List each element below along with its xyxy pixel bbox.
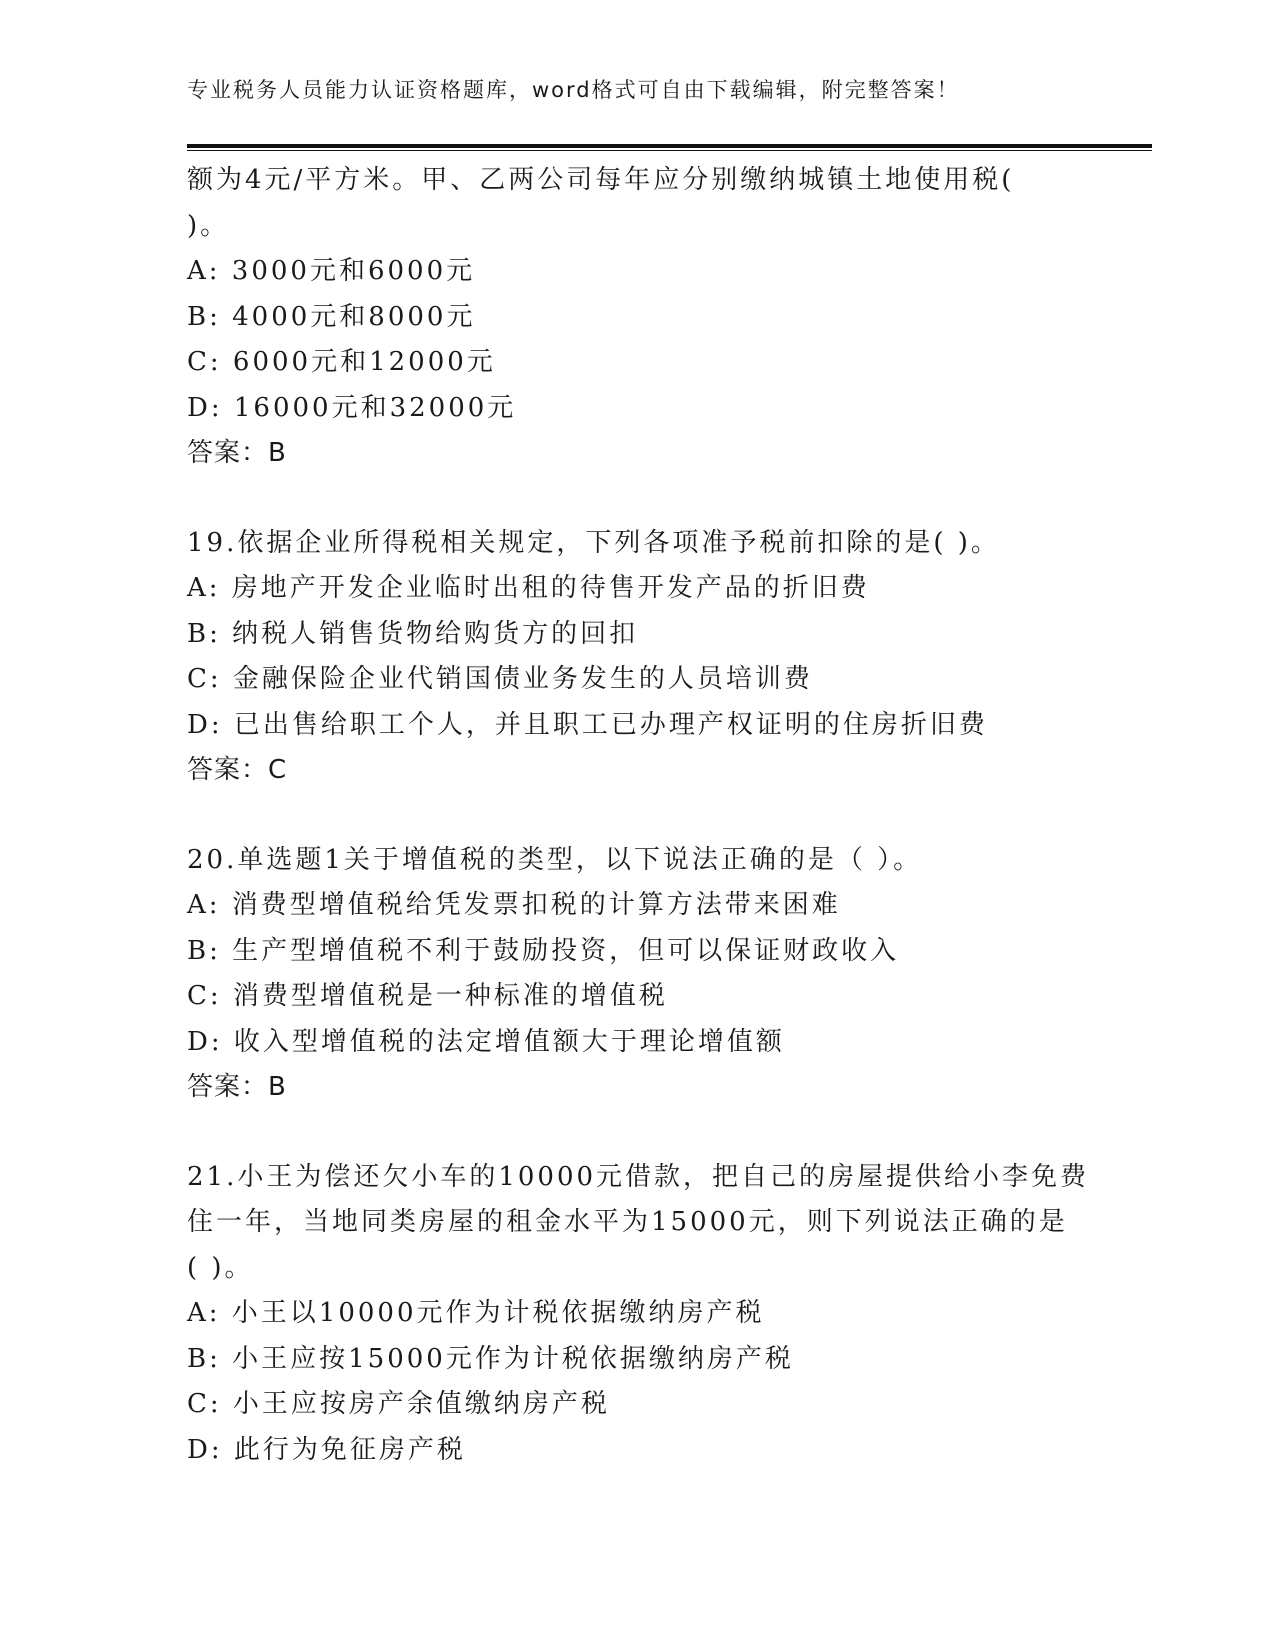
question-stem: 额为4元/平方米。甲、乙两公司每年应分别缴纳城镇土地使用税( bbox=[187, 165, 1015, 195]
option-a: A: 小王以10000元作为计税依据缴纳房产税 bbox=[187, 1298, 765, 1328]
option-d: D: 此行为免征房产税 bbox=[187, 1434, 466, 1465]
option-c: C: 6000元和12000元 bbox=[187, 347, 496, 377]
question-stem: 20.单选题1关于增值税的类型，以下说法正确的是（ ）。 bbox=[187, 844, 923, 875]
header-rule-thin bbox=[187, 150, 1152, 151]
question-stem: ( )。 bbox=[187, 1252, 254, 1283]
option-c: C: 金融保险企业代销国债业务发生的人员培训费 bbox=[187, 664, 813, 694]
answer-line: 答案：B bbox=[187, 1072, 287, 1102]
question-19 bbox=[187, 521, 1147, 794]
option-a: A: 消费型增值税给凭发票扣税的计算方法带来困难 bbox=[187, 890, 841, 920]
option-b: B: 纳税人销售货物给购货方的回扣 bbox=[187, 618, 639, 649]
answer-line: 答案：C bbox=[187, 755, 288, 785]
question-18 bbox=[187, 158, 1147, 477]
question-stem: )。 bbox=[187, 210, 230, 241]
page-header: 专业税务人员能力认证资格题库，word格式可自由下载编辑，附完整答案！ bbox=[187, 78, 960, 102]
option-b: B: 小王应按15000元作为计税依据缴纳房产税 bbox=[187, 1343, 794, 1374]
option-d: D: 16000元和32000元 bbox=[187, 392, 517, 423]
question-stem: 19.依据企业所得税相关规定，下列各项准予税前扣除的是( )。 bbox=[187, 527, 1000, 558]
option-a: A: 3000元和6000元 bbox=[187, 256, 476, 286]
option-d: D: 收入型增值税的法定增值额大于理论增值额 bbox=[187, 1026, 785, 1057]
option-b: B: 生产型增值税不利于鼓励投资，但可以保证财政收入 bbox=[187, 935, 900, 966]
option-d: D: 已出售给职工个人，并且职工已办理产权证明的住房折旧费 bbox=[187, 709, 988, 740]
question-stem: 住一年，当地同类房屋的租金水平为15000元，则下列说法正确的是 bbox=[187, 1207, 1068, 1237]
option-b: B: 4000元和8000元 bbox=[187, 301, 476, 332]
header-rule-thick bbox=[187, 144, 1152, 148]
option-a: A: 房地产开发企业临时出租的待售开发产品的折旧费 bbox=[187, 573, 870, 603]
question-stem: 21.小王为偿还欠小车的10000元借款，把自己的房屋提供给小李免费 bbox=[187, 1161, 1090, 1192]
question-20 bbox=[187, 838, 1147, 1111]
document-body bbox=[187, 158, 1147, 1473]
option-c: C: 小王应按房产余值缴纳房产税 bbox=[187, 1389, 610, 1419]
answer-line: 答案：B bbox=[187, 438, 287, 468]
option-c: C: 消费型增值税是一种标准的增值税 bbox=[187, 981, 668, 1011]
question-21 bbox=[187, 1155, 1147, 1474]
